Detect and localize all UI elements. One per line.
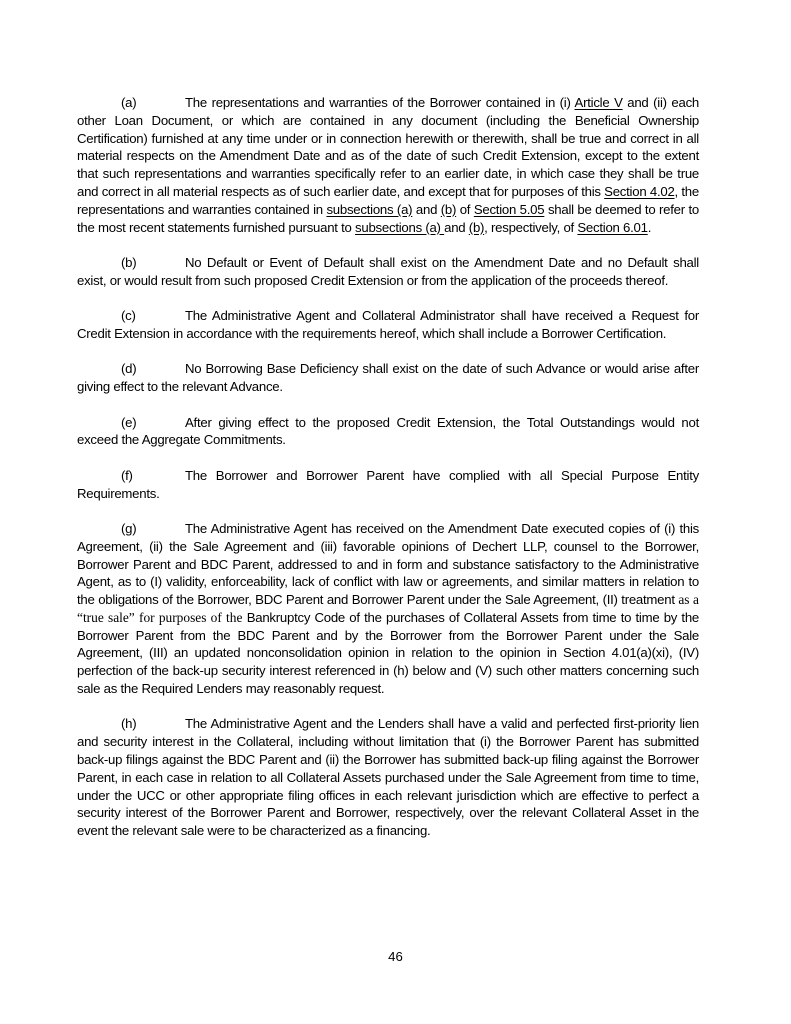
paragraph-text: The Administrative Agent and Collateral Administrator shall have received a Request for Credit Extension in accordance with the requirements hereof, which shall include a Borrower Certification. [77, 308, 699, 341]
paragraph-text: as a “true sale” for purposes of the [77, 592, 699, 625]
paragraph-text: No Default or Event of Default shall exist on the Amendment Date and no Default shall exist, or would result from such proposed Credit Extension or from the application of the proceeds thereof. [77, 254, 699, 288]
paragraph-text: The Administrative Agent has received on the Amendment Date executed copies of (i) this Agreement, (ii) the Sale Agreement and (iii) favorable opinions of Dechert LLP, counsel to the Borrower, Borrower Parent and BDC Parent, addressed to and in form and substance satisfactory to the Administrative Agent, as to (I) validity, enforceability, lack of conflict with law or agreements, and similar matters in relation to the obligations of the Borrower, BDC Parent and Borrower Parent under the Sale Agreement, (II) treatment [77, 520, 699, 608]
paragraph-d [77, 360, 699, 396]
paragraph-label: (b) [121, 254, 137, 270]
paragraph-e [77, 414, 699, 450]
paragraph-text: and [412, 201, 441, 217]
paragraph-text: shall be deemed to refer to the most recent statements furnished pursuant to [77, 201, 699, 235]
paragraph-c [77, 307, 699, 343]
cross-reference: Article V [574, 95, 623, 110]
paragraph-text: After giving effect to the proposed Credit Extension, the Total Outstandings would not exceed the Aggregate Commitments. [77, 414, 699, 448]
paragraph-label: (c) [121, 308, 136, 324]
paragraph-label: (d) [121, 361, 137, 377]
paragraph-h [77, 715, 699, 840]
paragraph-text: The Administrative Agent and the Lenders shall have a valid and perfected first-priority lien and security interest in the Collateral, including without limitation that (i) the Borrower Parent has submitted back-up filings against the BDC Parent and (ii) the Borrower has submitted back-up filing against the Borrower Parent, in each case in relation to all Collateral Assets purchased under the Sale Agreement from time to time, under the UCC or other appropriate filing offices in each relevant jurisdiction which are effective to perfect a security interest of the Borrower Parent and Borrower, respectively, over the relevant Collateral Asset in the event the relevant sale were to be characterized as a financing. [77, 716, 699, 839]
paragraph-label: (f) [121, 467, 133, 483]
paragraph-g [77, 520, 699, 698]
paragraph-text: . [647, 219, 652, 235]
paragraph-f [77, 467, 699, 503]
cross-reference: Section 6.01 [577, 219, 648, 235]
paragraph-text: , the representations and warranties contained in [77, 183, 699, 217]
paragraph-label: (g) [121, 520, 137, 536]
paragraph-label: (h) [121, 716, 137, 732]
paragraph-text: and [444, 219, 469, 235]
cross-reference: subsections (a) [355, 219, 445, 235]
paragraph-label: (a) [121, 95, 137, 110]
paragraph-text: and (ii) each other Loan Document, or which are contained in any document (including the Beneficial Ownership Certification) furnished at any time under or in connection herewith or therewith, shall be true and correct in all material respects on the Amendment Date and as of the date of such Credit Extension, except to the extent that such representations and warranties specifically refer to an earlier date, in which case they shall be true and correct in all material respects as of such earlier date, and except that for purposes of this [77, 95, 700, 199]
paragraph-text: Bankruptcy Code of the purchases of Collateral Assets from time to time by the Borrower Parent from the BDC Parent and by the Borrower from the Borrower Parent under the Sale Agreement, (III) an updated nonconsolidation opinion in relation to the opinion in Section 4.01(a)(xi), (IV) perfection of the back-up security interest referenced in (h) below and (V) such other matters concerning such sale as the Required Lenders may reasonably request. [77, 609, 700, 697]
paragraph-text: The representations and warranties of the Borrower contained in (i) [185, 95, 575, 110]
cross-reference: Section 5.05 [473, 201, 545, 217]
paragraph-a [77, 94, 699, 236]
cross-reference: Section 4.02 [604, 183, 675, 199]
cross-reference: subsections (a) [326, 201, 413, 217]
paragraph-text: , respectively, of [484, 219, 578, 235]
paragraph-text: The Borrower and Borrower Parent have complied with all Special Purpose Entity Requirements. [77, 467, 699, 501]
cross-reference: (b) [440, 201, 457, 217]
paragraph-b [77, 254, 699, 290]
paragraph-text: of [456, 201, 474, 217]
document-body [77, 94, 699, 858]
paragraph-text: No Borrowing Base Deficiency shall exist on the date of such Advance or would arise after giving effect to the relevant Advance. [77, 361, 699, 395]
cross-reference: (b) [468, 219, 485, 235]
page-number: 46 [388, 949, 403, 964]
paragraph-label: (e) [121, 414, 137, 430]
